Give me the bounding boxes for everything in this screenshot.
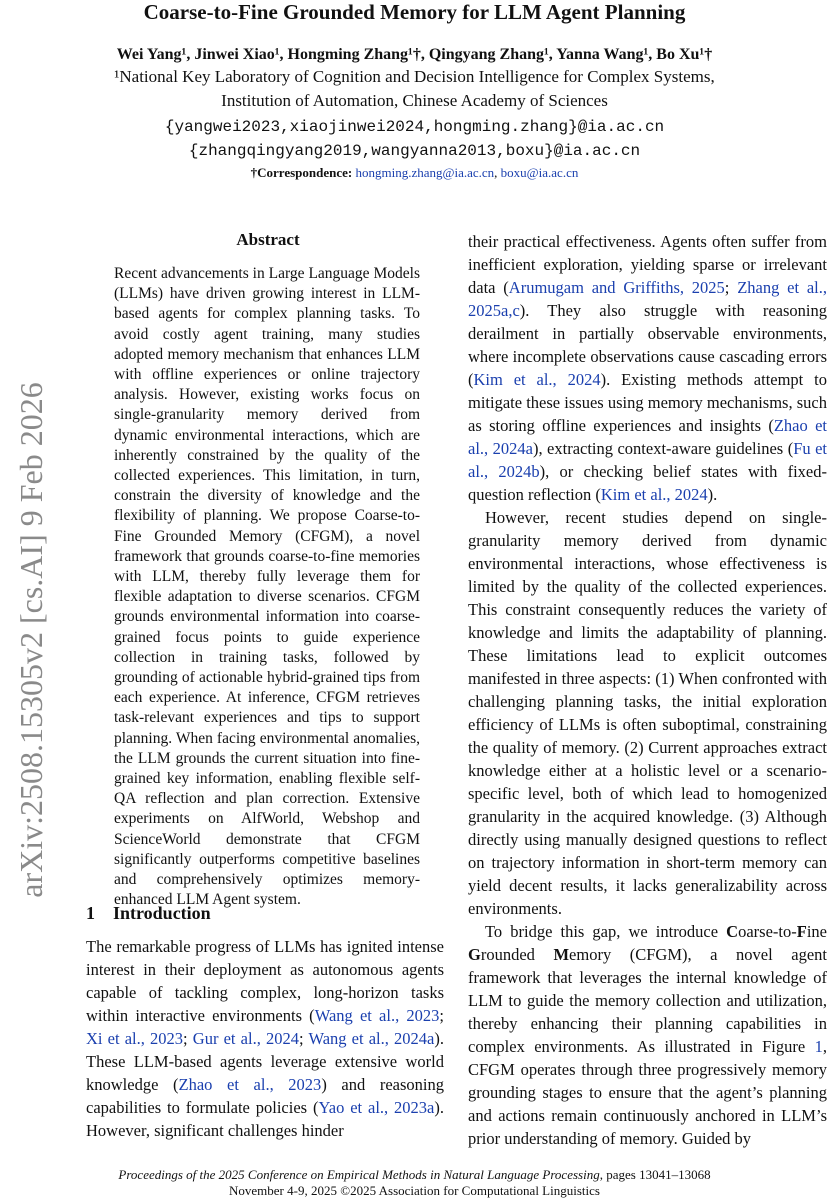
- intro-paragraph-1: [86, 935, 444, 1142]
- page-range: , pages 13041–13068: [599, 1167, 711, 1182]
- citation-link[interactable]: Zhang et al., 2025a,c: [468, 278, 827, 320]
- paragraph-text: their practical effectiveness. Agents often suffer from inefficient exploration, yielding sparse or irrelevant data (: [468, 232, 827, 297]
- citation-link[interactable]: Gur et al., 2024: [192, 1029, 299, 1048]
- correspondence-email-link[interactable]: hongming.zhang@ia.ac.cn: [355, 165, 495, 180]
- citation-link[interactable]: Zhao et al., 2024a: [468, 416, 827, 458]
- paragraph-text: ).: [707, 485, 718, 504]
- correspondence-email-link[interactable]: boxu@ia.ac.cn: [500, 165, 579, 180]
- citation-link[interactable]: Fu et al., 2024b: [468, 439, 827, 481]
- email-line-1: {yangwei2023,xiaojinwei2024,hongming.zhang}@ia.ac.cn: [164, 118, 665, 136]
- section-heading-introduction: [86, 903, 229, 924]
- paragraph-text: ;: [439, 1006, 444, 1025]
- citation-link[interactable]: Kim et al., 2024: [600, 485, 708, 504]
- citation-link[interactable]: Arumugam and Griffiths, 2025: [508, 278, 725, 297]
- intro-paragraph-3: [468, 920, 827, 1150]
- paragraph-text: ). These LLM-based agents leverage extensive world knowledge (: [86, 1029, 444, 1094]
- affiliation-line-2: Institution of Automation, Chinese Academy of Sciences: [221, 91, 608, 110]
- section-title: Introduction: [113, 903, 211, 923]
- acronym-letter: G: [468, 945, 481, 964]
- paragraph-text: rounded: [480, 945, 554, 964]
- paragraph-text: ;: [298, 1029, 309, 1048]
- author-list: Wei Yang¹, Jinwei Xiao¹, Hongming Zhang¹†, Qingyang Zhang¹, Yanna Wang¹, Bo Xu¹†: [116, 46, 713, 63]
- arxiv-identifier: arXiv:2508.15305v2 [cs.AI] 9 Feb 2026: [13, 382, 49, 898]
- correspondence-line: [0, 165, 829, 181]
- paragraph-text: oarse-to-: [738, 922, 797, 941]
- citation-link[interactable]: Wang et al., 2023: [314, 1006, 440, 1025]
- acronym-letter: C: [726, 922, 739, 941]
- correspondence-separator: ,: [494, 165, 501, 180]
- citation-link[interactable]: Yao et al., 2023a: [318, 1098, 435, 1117]
- paragraph-text: ;: [183, 1029, 193, 1048]
- intro-paragraph-continued: [468, 230, 827, 506]
- paragraph-text: ;: [724, 278, 738, 297]
- paragraph-text: The remarkable progress of LLMs has ignited intense interest in their deployment as autonomous agents capable of tackling complex, long-horizon tasks within interactive environments (: [86, 937, 444, 1025]
- paragraph-text: ). Existing methods attempt to mitigate these issues using memory mechanisms, such as storing offline experiences and insights (: [468, 370, 827, 435]
- email-line-2: {zhangqingyang2019,wangyanna2013,boxu}@ia.ac.cn: [188, 142, 641, 160]
- paragraph-text: ) and reasoning capabilities to formulate policies (: [86, 1075, 444, 1117]
- paragraph-text: ). However, significant challenges hinder: [86, 1098, 444, 1140]
- abstract-text: Recent advancements in Large Language Models (LLMs) have driven growing interest in LLM-based agents for complex planning tasks. To avoid costly agent training, many studies adopted memory mechanism that enhances LLM with offline experiences or online trajectory analysis. However, existing works focus on single-granularity memory derived from dynamic environmental interactions, which are inherently constrained by the quality of the collected experiences. This limitation, in turn, constrain the diversity of knowledge and the flexibility of planning. We propose Coarse-to-Fine Grounded Memory (CFGM), a novel framework that grounds coarse-to-fine memories with LLM, thereby fully leverage them for flexible adaptation to diverse scenarios. CFGM grounds environmental information into coarse-grained focus points to guide experience collection in training tasks, followed by grounding of actionable hybrid-grained tips from each experience. At inference, CFGM retrieves task-relevant experiences and tips to support planning. When facing environmental anomalies, the LLM grounds the current situation into fine-grained key information, enabling flexible self-QA reflection and plan correction. Extensive experiments on AlfWorld, Webshop and ScienceWorld demonstrate that CFGM significantly outperforms competitive baselines and comprehensively optimizes memory-enhanced LLM Agent system.: [114, 265, 420, 909]
- intro-paragraph-2: However, recent studies depend on single-granularity memory derived from dynamic environmental interactions, whose effectiveness is limited by the quality of the collected experiences. This constraint consequently reduces the variety of knowledge and limits the adaptability of planning. These limitations lead to explicit outcomes manifested in three aspects: (1) When confronted with challenging planning tasks, the initial exploration efficiency of LLMs is often suboptimal, constraining the quality of memory. (2) Current approaches extract knowledge either at a holistic level or a scenario-specific level, both of which lead to homogenized granularity in the acquired knowledge. (3) Although directly using manually designed questions to reflect on trajectory information in short-term memory can yield decent results, it lacks generalizability across environments.: [468, 508, 827, 918]
- footer-line-2: November 4-9, 2025 ©2025 Association for Computational Linguistics: [229, 1183, 600, 1198]
- citation-link[interactable]: Wang et al., 2024a: [308, 1029, 435, 1048]
- paragraph-text: emory (CFGM), a novel agent framework that leverages the internal knowledge of LLM to guide the memory collection and utilization, thereby enhancing their planning capabilities in complex environments. As illustrated in Figure: [468, 945, 827, 1056]
- paragraph-text: ), extracting context-aware guidelines (: [532, 439, 794, 458]
- citation-link[interactable]: Xi et al., 2023: [86, 1029, 184, 1048]
- paper-title: Coarse-to-Fine Grounded Memory for LLM Agent Planning: [143, 0, 686, 24]
- right-column: [468, 230, 827, 1150]
- acronym-letter: M: [553, 945, 570, 964]
- citation-link[interactable]: Kim et al., 2024: [473, 370, 601, 389]
- figure-reference-link[interactable]: 1: [814, 1037, 823, 1056]
- section-number: 1: [86, 903, 95, 923]
- paragraph-text: To bridge this gap, we introduce: [485, 922, 727, 941]
- acronym-letter: F: [796, 922, 807, 941]
- venue-name: Proceedings of the 2025 Conference on Empirical Methods in Natural Language Processing: [118, 1167, 600, 1182]
- citation-link[interactable]: Zhao et al., 2023: [178, 1075, 322, 1094]
- paragraph-text: ), or checking belief states with fixed-question reflection (: [468, 462, 827, 504]
- affiliation-line-1: ¹National Key Laboratory of Cognition and Decision Intelligence for Complex Systems,: [114, 67, 715, 86]
- paragraph-text: ine: [806, 922, 827, 941]
- correspondence-label: †Correspondence:: [250, 165, 353, 180]
- paragraph-text: , CFGM operates through three progressively memory grounding stages to ensure that the agent’s planning and actions remain continuously anchored in LLM’s prior understanding of memory. Guided by: [468, 1037, 827, 1148]
- paragraph-text: ). They also struggle with reasoning derailment in partially observable environments, where incomplete observations cause cascading errors (: [468, 301, 827, 389]
- abstract-heading: Abstract: [236, 230, 300, 249]
- footer-line-1: [0, 1167, 829, 1183]
- proceedings-footer: [0, 1167, 829, 1199]
